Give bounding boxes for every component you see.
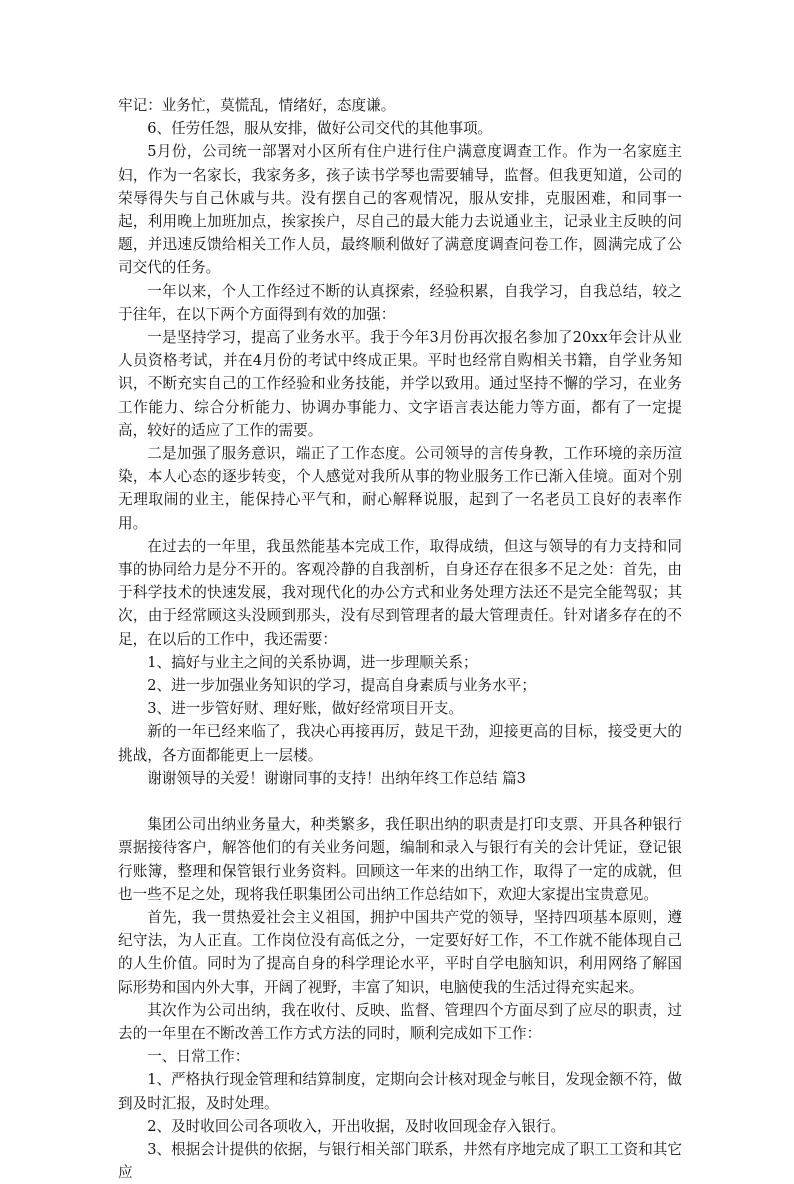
paragraph: 2、进一步加强业务知识的学习，提高自身素质与业务水平； [147, 677, 536, 695]
paragraph: 1、搞好与业主之间的关系协调，进一步理顺关系； [147, 653, 478, 671]
paragraph: 一、日常工作： [147, 1048, 250, 1066]
paragraph: 一是坚持学习，提高了业务水平。我于今年3月份再次报名参加了20xx年会计从业人员资格考试，并在4月份的考试中终成正果。平时也经常自购相关书籍，自学业务知识，不断充实自己的工作经验和业务技能，并学以致用。通过坚持不懈的学习，在业务工作能力、综合分析能力、协调办事能力、文字语言表达能力等方面，都有了一定提高，较好的适应了工作的需要。 [118, 329, 682, 439]
paragraph: 3、根据会计提供的依据，与银行相关部门联系，井然有序地完成了职工工资和其它应 [118, 1140, 682, 1182]
paragraph: 牢记：业务忙，莫慌乱，情绪好，态度谦。 [118, 97, 396, 114]
paragraph: 首先，我一贯热爱社会主义祖国，拥护中国共产党的领导，坚持四项基本原则，遵纪守法，为人正直。工作岗位没有高低之分，一定要好好工作，不工作就不能体现自己的人生价值。同时为了提高自身的科学理论水平，平时自学电脑知识，利用网络了解国际形势和国内外大事，开阔了视野，丰富了知识，电脑使我的生活过得充实起来。 [118, 908, 682, 996]
paragraph: 在过去的一年里，我虽然能基本完成工作，取得成绩，但这与领导的有力支持和同事的协同给力是分不开的。客观冷静的自我剖析，自身还存在很多不足之处：首先，由于科学技术的快速发展，我对现代化的办公方式和业务处理方法还不是完全能驾驭；其次，由于经常顾这头没顾到那头，没有尽到管理者的最大管理责任。针对诸多存在的不足，在以后的工作中，我还需要： [118, 537, 682, 648]
paragraph: 新的一年已经来临了，我决心再接再厉，鼓足干劲，迎接更高的目标，接受更大的挑战，各方面都能更上一层楼。 [118, 723, 682, 764]
paragraph: 2、及时收回公司各项收入，开出收据，及时收回现金存入银行。 [147, 1117, 566, 1135]
document-page [118, 94, 682, 1184]
paragraph: 其次作为公司出纳，我在收付、反映、监督、管理四个方面尽到了应尽的职责，过去的一年里在不断改善工作方式方法的同时，顺利完成如下工作： [118, 1001, 682, 1042]
report-section-3-body [118, 813, 682, 1184]
section-heading: 谢谢领导的关爱！谢谢同事的支持！出纳年终工作总结 篇3 [147, 769, 526, 787]
paragraph: 二是加强了服务意识，端正了工作态度。公司领导的言传身教，工作环境的亲历渲染，本人心态的逐步转变，个人感觉对我所从事的物业服务工作已渐入佳境。面对个别无理取闹的业主，能保持心平气和，耐心解释说服，起到了一名老员工良好的表率作用。 [118, 445, 682, 532]
blank-line [118, 790, 682, 813]
paragraph: 一年以来，个人工作经过不断的认真探索，经验积累，自我学习，自我总结，较之于往年，在以下两个方面得到有效的加强： [118, 282, 682, 323]
report-section-2-body [118, 94, 682, 767]
paragraph: 3、进一步管好财、理好账，做好经常项目开支。 [147, 700, 463, 718]
paragraph: 6、任劳任怨，服从安排，做好公司交代的其他事项。 [147, 120, 493, 138]
paragraph: 集团公司出纳业务量大，种类繁多，我任职出纳的职责是打印支票、开具各种银行票据接待客户，解答他们的有关业务问题，编制和录入与银行有关的会计凭证，登记银行账簿，整理和保管银行业务资料。回顾这一年来的出纳工作，取得了一定的成就，但也一些不足之处，现将我任职集团公司出纳工作总结如下，欢迎大家提出宝贵意见。 [118, 816, 682, 903]
paragraph: 1、严格执行现金管理和结算制度，定期向会计核对现金与帐目，发现金额不符，做到及时汇报，及时处理。 [118, 1071, 682, 1112]
paragraph: 5月份，公司统一部署对小区所有住户进行住户满意度调查工作。作为一名家庭主妇，作为一名家长，我家务多，孩子读书学琴也需要辅导，监督。但我更知道，公司的荣辱得失与自己休戚与共。没有摆自己的客观情况，服从安排，克服困难，和同事一起，利用晚上加班加点，挨家挨户，尽自己的最大能力去说通业主，记录业主反映的问题，并迅速反馈给相关工作人员，最终顺利做好了满意度调查问卷工作，圆满完成了公司交代的任务。 [118, 143, 682, 277]
